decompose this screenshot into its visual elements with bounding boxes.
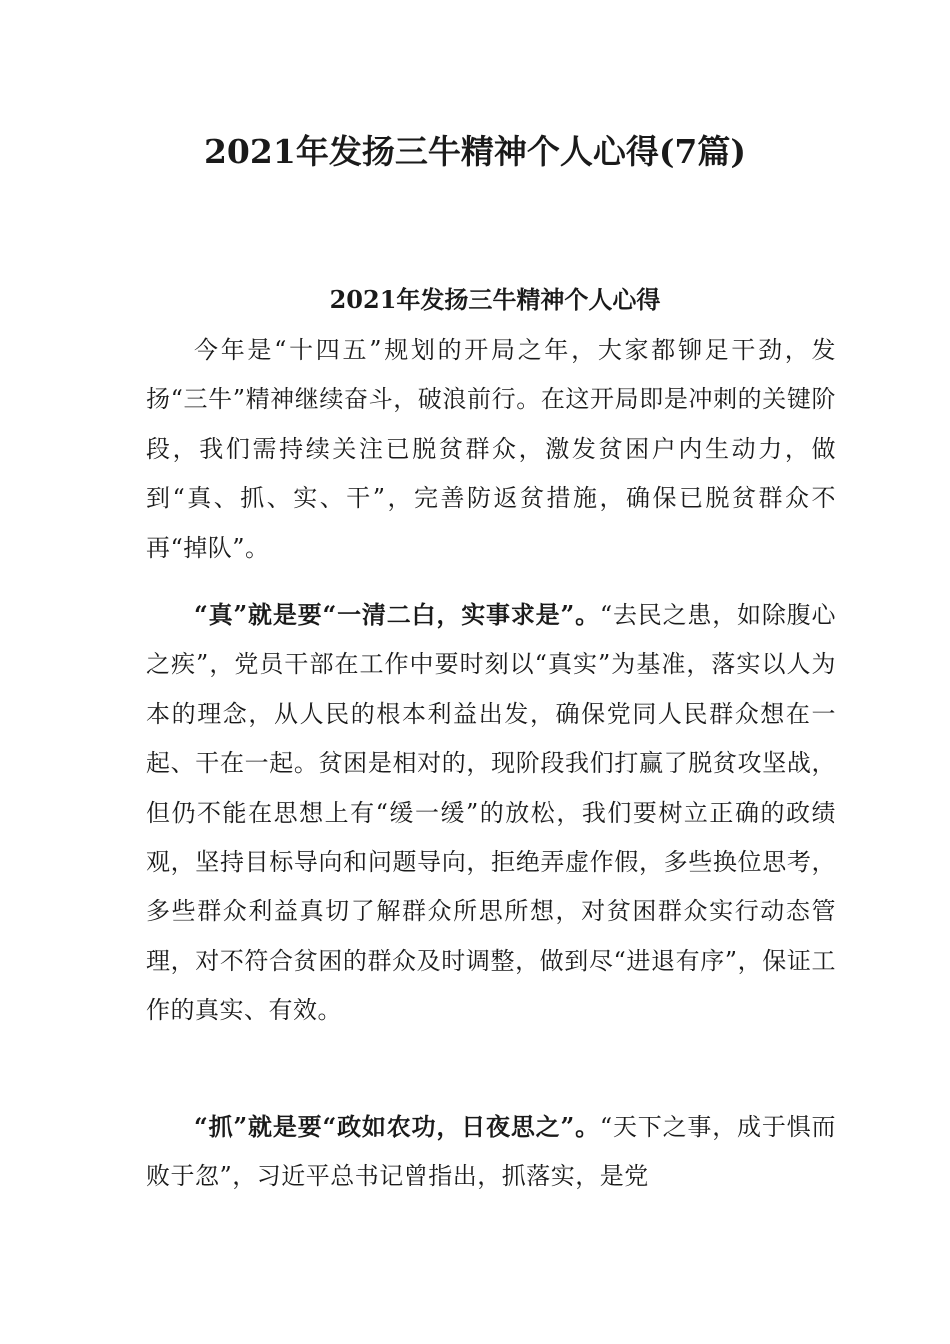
paragraph-zhen-lead: “真”就是要“一清二白，实事求是”。 xyxy=(194,600,600,629)
paragraph-intro-text: 今年是“十四五”规划的开局之年，大家都铆足干劲，发扬“三牛”精神继续奋斗，破浪前行。在这开局即是冲刺的关键阶段，我们需持续关注已脱贫群众，激发贫困户内生动力，做到“真、抓、实、干”，完善防返贫措施，确保已脱贫群众不再“掉队”。 xyxy=(146,336,836,562)
paragraph-zhua-lead: “抓”就是要“政如农功，日夜思之”。 xyxy=(194,1112,600,1141)
section-title: 2021年发扬三牛精神个人心得 xyxy=(329,285,661,314)
paragraph-zhen xyxy=(146,590,836,1036)
paragraph-zhua xyxy=(146,1102,836,1202)
paragraph-zhen-text: “去民之患，如除腹心之疾”，党员干部在工作中要时刻以“真实”为基准，落实以人为本的理念，从人民的根本利益出发，确保党同人民群众想在一起、干在一起。贫困是相对的，现阶段我们打赢了脱贫攻坚战，但仍不能在思想上有“缓一缓”的放松，我们要树立正确的政绩观，坚持目标导向和问题导向，拒绝弄虚作假，多些换位思考，多些群众利益真切了解群众所思所想，对贫困群众实行动态管理，对不符合贫困的群众及时调整，做到尽“进退有序”，保证工作的真实、有效。 xyxy=(146,601,836,1025)
paragraph-intro xyxy=(146,326,836,573)
document-title: 2021年发扬三牛精神个人心得(7篇) xyxy=(203,132,747,171)
paragraph-zhua-text: “天下之事，成于惧而败于忽”，习近平总书记曾指出，抓落实，是党 xyxy=(146,1113,836,1191)
